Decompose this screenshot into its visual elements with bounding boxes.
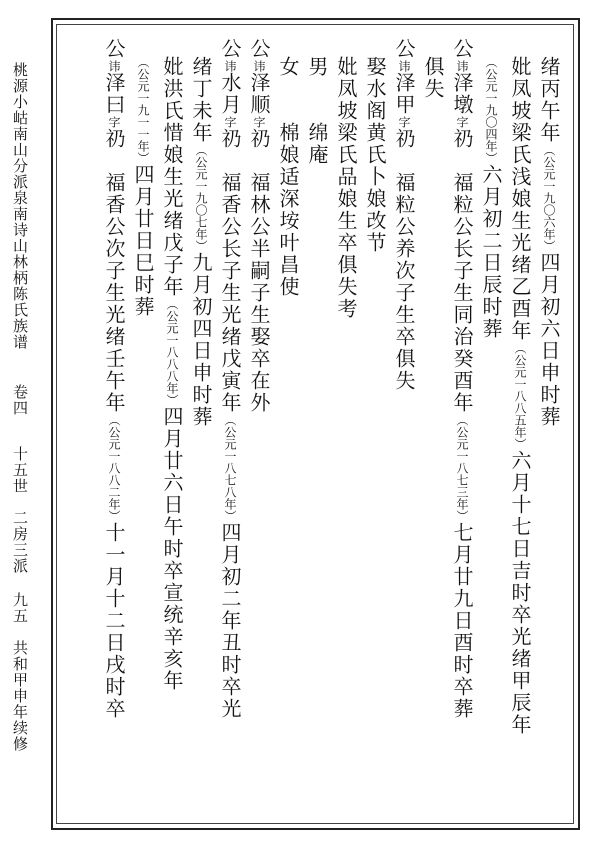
main-text: 泽甲	[392, 72, 416, 116]
main-text: 四月初二年丑时卒光	[218, 522, 242, 720]
annotation-text: 讳	[223, 60, 237, 72]
main-text: 妣洪氏惜娘生光绪戊子年	[160, 56, 184, 298]
text-column	[507, 56, 533, 736]
page-number: 九五	[11, 592, 29, 624]
main-text: 妣凤坡梁氏浅娘生光绪乙酉年	[508, 56, 532, 342]
annotation-text: （公元一九〇七年）	[194, 144, 208, 252]
main-text: 妣凤坡梁氏品娘生卒俱失考	[334, 56, 358, 320]
annotation-text: 讳	[252, 60, 266, 72]
text-column	[217, 38, 243, 720]
annotation-text: 字	[455, 116, 469, 128]
annotation-text: （公元一八八五年）	[513, 342, 527, 450]
text-column	[304, 56, 330, 166]
annotation-text: 字	[397, 116, 411, 128]
text-column	[333, 56, 359, 320]
main-text: 水月	[218, 72, 242, 116]
text-column	[420, 56, 446, 100]
annotation-text: 字	[223, 116, 237, 128]
text-column	[536, 56, 562, 428]
main-text: 泽墩	[450, 72, 474, 116]
main-text: 礽 福香公次子生光绪壬午年	[102, 128, 126, 414]
main-text: 四月初六日申时葬	[537, 252, 561, 428]
main-text: 公	[218, 38, 242, 60]
main-text: 六月初二日辰时葬	[479, 164, 503, 340]
annotation-text: 字	[107, 116, 121, 128]
text-column	[159, 56, 185, 692]
annotation-text: 字	[252, 116, 266, 128]
main-text: 礽 福粒公长子生同治癸酉年	[450, 128, 474, 414]
volume-label: 卷四	[11, 384, 29, 416]
main-text: 九月初四日申时葬	[189, 252, 213, 428]
annotation-text: 讳	[107, 60, 121, 72]
main-text: 女 棉娘适深垵叶昌使	[276, 56, 300, 298]
annotation-text: （公元一八七八年）	[223, 414, 237, 522]
text-column	[130, 56, 156, 318]
main-text: 公	[102, 38, 126, 60]
main-text: 六月十七日吉时卒光绪甲辰年	[508, 450, 532, 736]
annotation-text: 讳	[397, 60, 411, 72]
main-text: 男 绵庵	[305, 56, 329, 166]
edition-label: 共和甲申年续修	[11, 640, 29, 752]
text-column	[246, 38, 272, 414]
text-column	[275, 56, 301, 298]
main-text: 泽曰	[102, 72, 126, 116]
main-text: 娶水阁黄氏卜娘改节	[363, 56, 387, 254]
main-text: 四月廿六日午时卒宣统辛亥年	[160, 406, 184, 692]
text-column	[391, 38, 417, 392]
generation-label: 十五世 二房三派	[11, 446, 29, 574]
annotation-text: （公元一九〇六年）	[542, 144, 556, 252]
main-text: 泽顺	[247, 72, 271, 116]
annotation-text: （公元一九一一年）	[136, 56, 150, 164]
main-text: 礽 福粒公养次子生卒俱失	[392, 128, 416, 392]
main-text: 公	[450, 38, 474, 60]
main-text: 十一月十二日戌时卒	[102, 522, 126, 720]
main-text: 绪丁未年	[189, 56, 213, 144]
main-text: 公	[247, 38, 271, 60]
main-text: 绪丙午年	[537, 56, 561, 144]
text-column	[101, 38, 127, 720]
main-text: 礽 福林公半嗣子生娶卒在外	[247, 128, 271, 414]
main-text: 礽 福香公长子生光绪戊寅年	[218, 128, 242, 414]
book-title: 桃源小岵南山分派泉南诗山林柄陈氏族谱	[11, 62, 29, 350]
main-text: 俱失	[421, 56, 445, 100]
annotation-text: （公元一八八八年）	[165, 298, 179, 406]
annotation-text: （公元一九〇四年）	[484, 56, 498, 164]
text-column	[449, 38, 475, 720]
annotation-text: 讳	[455, 60, 469, 72]
main-text: 七月廿九日酉时卒葬	[450, 522, 474, 720]
text-column	[362, 56, 388, 254]
annotation-text: （公元一八七三年）	[455, 414, 469, 522]
text-column	[188, 56, 214, 428]
main-text: 四月廿日巳时葬	[131, 164, 155, 318]
text-column	[478, 56, 504, 340]
annotation-text: （公元一八八二年）	[107, 414, 121, 522]
main-text: 公	[392, 38, 416, 60]
